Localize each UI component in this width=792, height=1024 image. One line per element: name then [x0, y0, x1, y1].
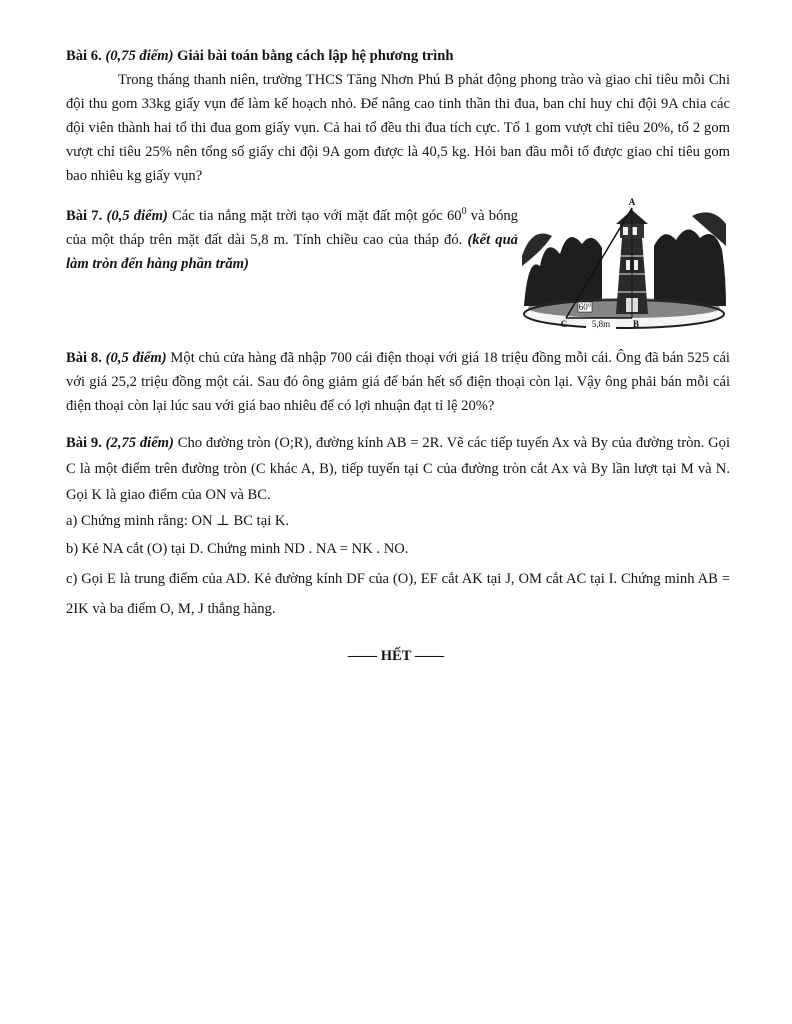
problem-7-note: (kết quả làm tròn đến hàng phần trăm): [66, 231, 518, 272]
problem-7-degree: 0: [461, 206, 467, 217]
problem-7: [66, 200, 518, 276]
problem-6-label: Bài 6.: [66, 48, 102, 64]
problem-7-label: Bài 7.: [66, 207, 103, 224]
figure-label-b: B: [632, 319, 640, 329]
problem-6-title: Giải bài toán bằng cách lập hệ phương trình: [177, 48, 454, 64]
figure-label-c: C: [560, 319, 568, 329]
end-marker: —— HẾT ——: [347, 648, 445, 664]
problem-9-part-b: b) Kẻ NA cắt (O) tại D. Chứng minh ND . NA = NK . NO.: [66, 541, 409, 557]
problem-9-part-c: c) Gọi E là trung điểm của AD. Kẻ đường kính DF của (O), EF cắt AK tại J, OM cắt AC tại I. Chứng minh AB = 2IK và ba điểm O, M, J thẳng hàng.: [66, 571, 730, 617]
problem-7-body-2: và bóng của một tháp trên mặt đất dài 5,8 m. Tính chiều cao của tháp đó.: [66, 207, 518, 248]
problem-9-label: Bài 9.: [66, 435, 102, 451]
problem-6-points: (0,75 điểm): [105, 48, 174, 64]
problem-6-body: Trong tháng thanh niên, trường THCS Tăng Nhơn Phú B phát động phong trào và giao chỉ tiêu mỗi Chi đội thu gom 33kg giấy vụn để làm kế hoạch nhỏ. Để nâng cao tinh thần thi đua, ban chỉ huy chi đội 9A chia các đội viên thành hai tổ thi đua gom giấy vụn. Cả hai tổ đều thi đua tích cực. Tổ 1 gom vượt chỉ tiêu 20%, tổ 2 gom vượt chỉ tiêu 25% nên tổng số giấy chi đội 9A gom được là 40,5 kg. Hỏi ban đầu mỗi tổ được giao chỉ tiêu gom bao nhiêu kg giấy vụn?: [66, 72, 730, 184]
problem-9: [66, 430, 730, 624]
problem-8-label: Bài 8.: [66, 350, 102, 366]
figure-length-label: 5,8m: [591, 319, 611, 329]
problem-8: [66, 346, 730, 418]
problem-9-points: (2,75 điểm): [105, 435, 174, 451]
tower-figure: [522, 196, 726, 330]
problem-7-body: Các tia nắng mặt trời tạo với mặt đất một góc 60: [172, 207, 462, 224]
figure-label-a: A: [628, 197, 636, 207]
problem-9-part-a: a) Chứng minh rằng: ON ⊥ BC tại K.: [66, 513, 290, 529]
problem-8-points: (0,5 điểm): [105, 350, 167, 366]
figure-angle-label: 60°: [578, 302, 592, 312]
problem-9-intro: Cho đường tròn (O;R), đường kính AB = 2R. Vẽ các tiếp tuyến Ax và By của đường tròn. Gọi C là một điểm trên đường tròn (C khác A, B), tiếp tuyến tại C của đường tròn cắt Ax và By lần lượt tại M và N. Gọi K là giao điểm của ON và BC.: [66, 435, 731, 503]
problem-6: [66, 44, 730, 188]
problem-7-points: (0,5 điểm): [106, 207, 168, 224]
problem-8-body: Một chủ cửa hàng đã nhập 700 cái điện thoại với giá 18 triệu đồng mỗi cái. Ông đã bán 525 cái với giá 25,2 triệu đồng một cái. Sau đó ông giảm giá để bán hết số điện thoại còn lại. Vậy ông phải bán mỗi cái điện thoại còn lại lúc sau với giá bao nhiêu để có lợi nhuận đạt tỉ lệ 20%?: [66, 350, 730, 414]
